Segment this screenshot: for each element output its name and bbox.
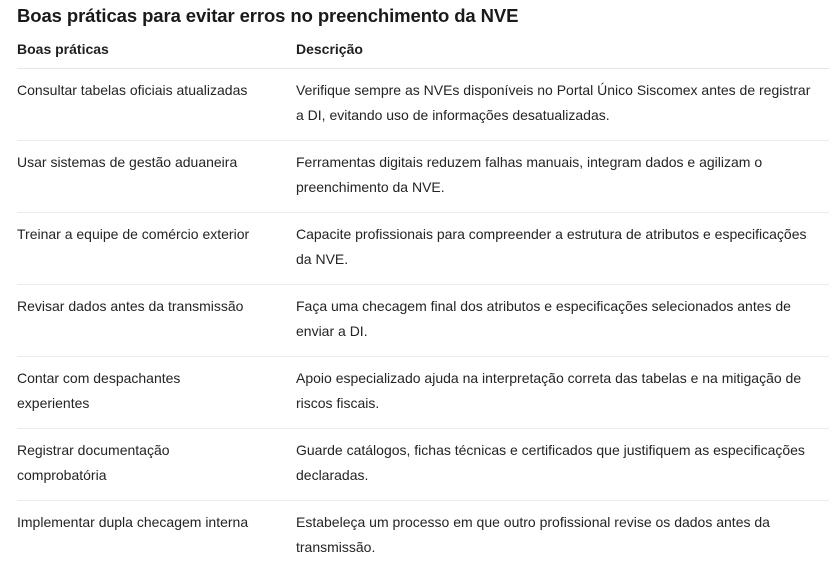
table-header-row <box>17 36 829 69</box>
table-row <box>17 429 829 501</box>
description-text: Guarde catálogos, fichas técnicas e certificados que justifiquem as especificações <box>296 442 805 458</box>
practice-cell <box>17 69 296 103</box>
description-text: Ferramentas digitais reduzem falhas manuais, integram dados e agilizam o <box>296 154 763 170</box>
table-row <box>17 357 829 429</box>
practice-cell <box>17 357 296 416</box>
practice-text: Implementar dupla checagem interna <box>17 514 249 530</box>
table-row <box>17 501 829 573</box>
description-cell <box>296 285 829 344</box>
description-text: Apoio especializado ajuda na interpretação correta das tabelas e na mitigação de <box>296 370 802 386</box>
description-cell <box>296 141 829 200</box>
practice-cell <box>17 429 296 488</box>
practice-text: Revisar dados antes da transmissão <box>17 298 244 314</box>
description-text: enviar a DI. <box>296 323 368 339</box>
description-cell <box>296 213 829 272</box>
table-row <box>17 69 829 141</box>
description-cell <box>296 69 829 128</box>
best-practices-table <box>17 36 829 573</box>
description-cell <box>296 501 829 560</box>
practice-text: comprobatória <box>17 467 107 483</box>
description-text: a DI, evitando uso de informações desatualizadas. <box>296 107 610 123</box>
practice-cell <box>17 501 296 535</box>
practice-text: experientes <box>17 395 90 411</box>
table-row <box>17 285 829 357</box>
description-text: transmissão. <box>296 539 376 555</box>
description-text: preenchimento da NVE. <box>296 179 445 195</box>
practice-text: Registrar documentação <box>17 442 170 458</box>
description-text: declaradas. <box>296 467 369 483</box>
column-header-practice: Boas práticas <box>17 41 109 57</box>
practice-cell <box>17 285 296 319</box>
practice-text: Treinar a equipe de comércio exterior <box>17 226 250 242</box>
practice-text: Contar com despachantes <box>17 370 181 386</box>
practice-text: Usar sistemas de gestão aduaneira <box>17 154 238 170</box>
page-title: Boas práticas para evitar erros no preenchimento da NVE <box>17 5 519 26</box>
description-text: Estabeleça um processo em que outro profissional revise os dados antes da <box>296 514 770 530</box>
table-row <box>17 141 829 213</box>
practice-cell <box>17 141 296 175</box>
description-text: Faça uma checagem final dos atributos e especificações selecionados antes de <box>296 298 791 314</box>
description-text: da NVE. <box>296 251 349 267</box>
practice-cell <box>17 213 296 247</box>
description-text: riscos fiscais. <box>296 395 380 411</box>
description-cell <box>296 429 829 488</box>
description-cell <box>296 357 829 416</box>
column-header-description: Descrição <box>296 41 363 57</box>
table-row <box>17 213 829 285</box>
practice-text: Consultar tabelas oficiais atualizadas <box>17 82 248 98</box>
description-text: Verifique sempre as NVEs disponíveis no Portal Único Siscomex antes de registrar <box>296 82 811 98</box>
description-text: Capacite profissionais para compreender a estrutura de atributos e especificações <box>296 226 807 242</box>
